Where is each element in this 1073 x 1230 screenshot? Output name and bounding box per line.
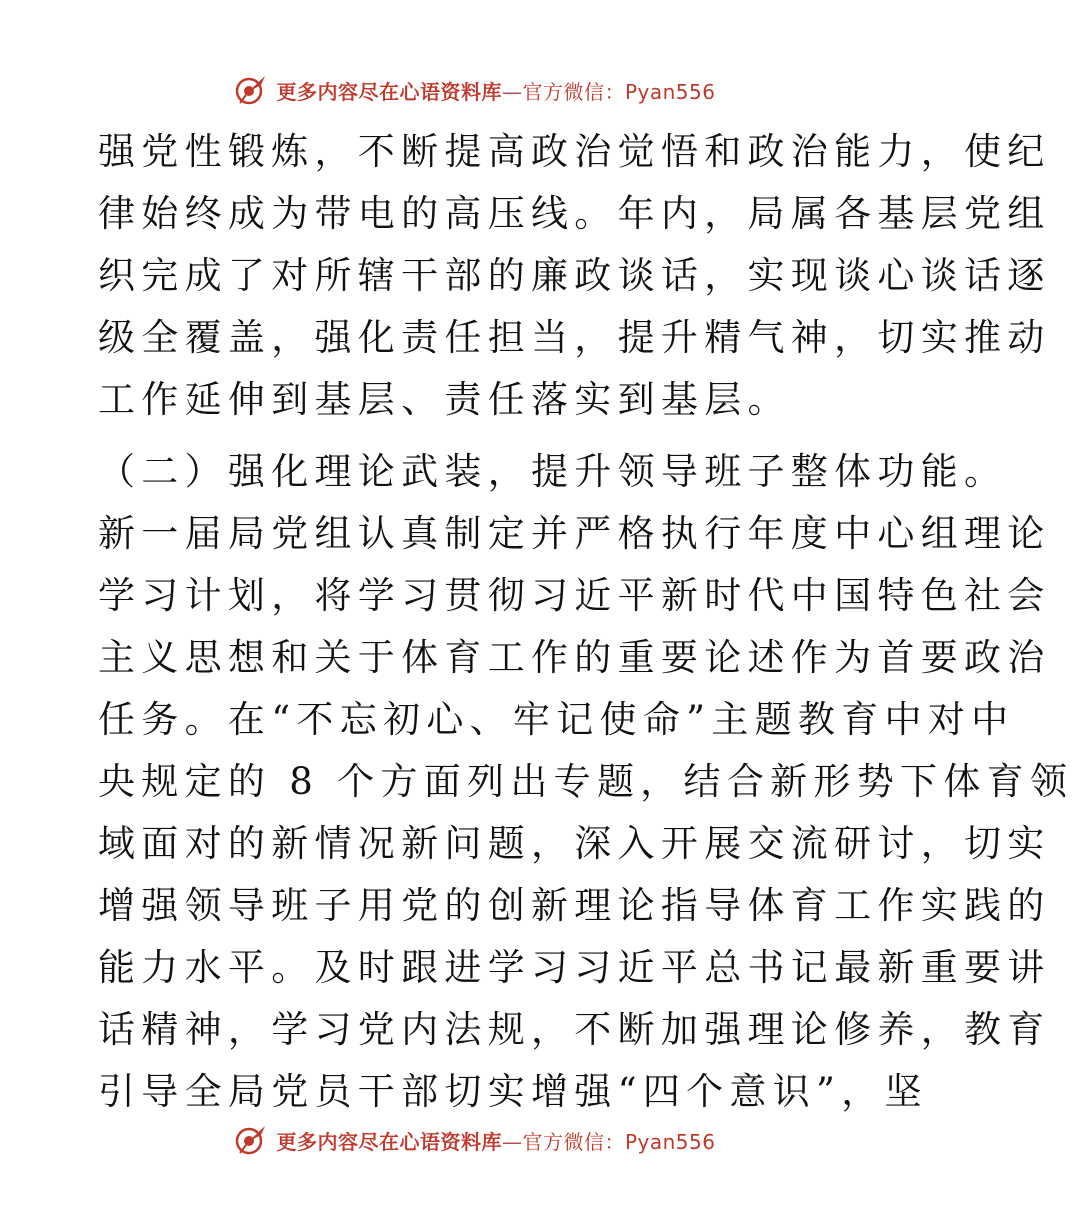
header-watermark-main: 更多内容尽在心语资料库: [276, 79, 502, 104]
text-line: 学习计划，将学习贯彻习近平新时代中国特色社会: [98, 574, 1051, 617]
text-line: 级全覆盖，强化责任担当，提升精气神，切实推动: [98, 316, 1051, 359]
paragraph-1: [98, 121, 1051, 431]
text-line: 话精神，学习党内法规，不断加强理论修养，教育: [98, 1008, 1051, 1051]
header-watermark-sep: —: [501, 79, 523, 104]
text-line: 律始终成为带电的高压线。年内，局属各基层党组: [98, 192, 1051, 235]
text-line: 工作延伸到基层、责任落实到基层。: [98, 378, 791, 421]
footer-watermark-main: 更多内容尽在心语资料库: [276, 1129, 502, 1154]
section-heading-2: （二）强化理论武装，提升领导班子整体功能。: [98, 450, 1008, 493]
document-body: [98, 121, 1073, 1123]
footer-watermark-text: [276, 1126, 715, 1155]
text-line: 央规定的 8 个方面列出专题，结合新形势下体育领: [98, 760, 1073, 803]
footer-watermark-banner: [0, 1120, 950, 1160]
header-watermark-text: [276, 76, 715, 105]
feather-pen-logo-icon: [234, 1123, 268, 1157]
feather-pen-logo-icon: [234, 73, 268, 107]
text-line: 强党性锻炼，不断提高政治觉悟和政治能力，使纪: [98, 130, 1051, 173]
footer-watermark-wechat: 官方微信：Pyan556: [522, 1129, 716, 1154]
text-line: 新一届局党组认真制定并严格执行年度中心组理论: [98, 512, 1051, 555]
header-watermark-banner: [0, 70, 950, 110]
text-line: 增强领导班子用党的创新理论指导体育工作实践的: [98, 884, 1051, 927]
text-line: 织完成了对所辖干部的廉政谈话，实现谈心谈话逐: [98, 254, 1051, 297]
text-line: 任务。在“不忘初心、牢记使命”主题教育中对中: [98, 698, 1015, 741]
text-line: 主义思想和关于体育工作的重要论述作为首要政治: [98, 636, 1051, 679]
text-line: 域面对的新情况新问题，深入开展交流研讨，切实: [98, 822, 1051, 865]
text-line: 能力水平。及时跟进学习习近平总书记最新重要讲: [98, 946, 1051, 989]
footer-watermark-sep: —: [501, 1129, 523, 1154]
paragraph-2: [98, 503, 1073, 1123]
text-line: 引导全局党员干部切实增强“四个意识”，坚: [98, 1070, 928, 1113]
header-watermark-wechat: 官方微信：Pyan556: [522, 79, 716, 104]
